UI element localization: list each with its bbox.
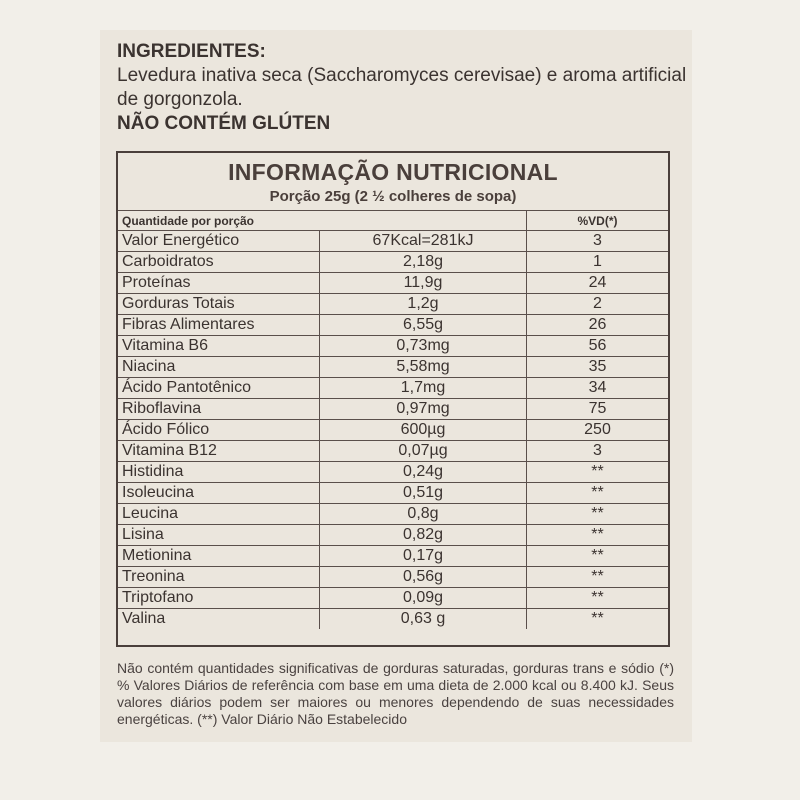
nutrient-name: Proteínas	[118, 273, 320, 294]
ingredients-title: INGREDIENTES:	[117, 41, 266, 62]
nutrient-name: Riboflavina	[118, 399, 320, 420]
nutrient-amount: 0,07µg	[320, 441, 527, 462]
nutrient-amount: 0,56g	[320, 567, 527, 588]
nutrient-name: Vitamina B12	[118, 441, 320, 462]
nutrient-amount: 0,63 g	[320, 609, 527, 630]
nutrient-amount: 6,55g	[320, 315, 527, 336]
table-row	[118, 252, 668, 273]
table-row	[118, 504, 668, 525]
nutrient-amount: 67Kcal=281kJ	[320, 231, 527, 252]
table-row	[118, 462, 668, 483]
nutrient-vd: 1	[527, 252, 669, 273]
table-row	[118, 483, 668, 504]
nutrient-name: Triptofano	[118, 588, 320, 609]
nutrient-vd: 56	[527, 336, 669, 357]
nutrient-amount: 600µg	[320, 420, 527, 441]
nutrient-vd: **	[527, 588, 669, 609]
table-row	[118, 420, 668, 441]
nutrient-amount: 0,73mg	[320, 336, 527, 357]
footnote: Não contém quantidades significativas de gorduras saturadas, gorduras trans e sódio (*) % Valores Diários de referência com base em uma dieta de 2.000 kcal ou 8.400 kJ. Seus valores diários podem ser maiores ou menores dependendo de suas necessidades energéticas. (**) Valor Diário Não Estabelecido	[117, 660, 674, 727]
ingredients-section	[117, 40, 697, 136]
table-row	[118, 567, 668, 588]
nutrient-name: Ácido Fólico	[118, 420, 320, 441]
table-row	[118, 315, 668, 336]
nutrient-vd: 75	[527, 399, 669, 420]
nutrient-amount: 0,24g	[320, 462, 527, 483]
nutrient-amount: 1,2g	[320, 294, 527, 315]
nutrient-vd: 2	[527, 294, 669, 315]
table-row	[118, 336, 668, 357]
table-row	[118, 273, 668, 294]
header-quantity: Quantidade por porção	[118, 211, 320, 231]
table-row	[118, 525, 668, 546]
gluten-notice: NÃO CONTÉM GLÚTEN	[117, 113, 331, 134]
nutrient-name: Leucina	[118, 504, 320, 525]
nutrient-vd: 26	[527, 315, 669, 336]
nutrient-amount: 0,09g	[320, 588, 527, 609]
nutrient-vd: **	[527, 567, 669, 588]
nutrient-vd: **	[527, 609, 669, 630]
nutrient-name: Niacina	[118, 357, 320, 378]
nutrient-name: Ácido Pantotênico	[118, 378, 320, 399]
nutrient-name: Vitamina B6	[118, 336, 320, 357]
nutrient-vd: 24	[527, 273, 669, 294]
nutrient-vd: 3	[527, 441, 669, 462]
nutrient-name: Histidina	[118, 462, 320, 483]
nutrient-amount: 5,58mg	[320, 357, 527, 378]
nutrient-amount: 1,7mg	[320, 378, 527, 399]
nutrient-vd: 35	[527, 357, 669, 378]
nutrition-grid	[118, 210, 668, 629]
table-row	[118, 588, 668, 609]
table-row	[118, 609, 668, 630]
nutrient-amount: 11,9g	[320, 273, 527, 294]
table-row	[118, 378, 668, 399]
nutrient-name: Gorduras Totais	[118, 294, 320, 315]
table-row	[118, 357, 668, 378]
nutrient-name: Lisina	[118, 525, 320, 546]
nutrient-name: Metionina	[118, 546, 320, 567]
table-row	[118, 546, 668, 567]
nutrient-vd: 250	[527, 420, 669, 441]
nutrient-name: Valina	[118, 609, 320, 630]
header-vd: %VD(*)	[527, 211, 669, 231]
nutrient-vd: **	[527, 462, 669, 483]
header-amount-blank	[320, 211, 527, 231]
nutrient-amount: 0,97mg	[320, 399, 527, 420]
nutrient-amount: 0,51g	[320, 483, 527, 504]
nutrient-amount: 2,18g	[320, 252, 527, 273]
nutrient-vd: **	[527, 546, 669, 567]
nutrient-vd: **	[527, 483, 669, 504]
table-row	[118, 231, 668, 252]
nutrient-amount: 0,82g	[320, 525, 527, 546]
nutrient-amount: 0,17g	[320, 546, 527, 567]
nutrition-title: INFORMAÇÃO NUTRICIONAL	[228, 159, 558, 185]
nutrient-name: Isoleucina	[118, 483, 320, 504]
nutrient-vd: **	[527, 504, 669, 525]
table-row	[118, 294, 668, 315]
nutrient-vd: **	[527, 525, 669, 546]
nutrient-name: Valor Energético	[118, 231, 320, 252]
portion-size: Porção 25g (2 ½ colheres de sopa)	[269, 188, 517, 205]
ingredients-text: Levedura inativa seca (Saccharomyces cerevisae) e aroma artificial de gorgonzola.	[117, 65, 687, 110]
table-row	[118, 399, 668, 420]
nutrient-vd: 34	[527, 378, 669, 399]
nutrient-vd: 3	[527, 231, 669, 252]
nutrient-name: Carboidratos	[118, 252, 320, 273]
nutrient-name: Fibras Alimentares	[118, 315, 320, 336]
table-row	[118, 441, 668, 462]
nutrition-table	[116, 151, 670, 647]
nutrient-name: Treonina	[118, 567, 320, 588]
nutrient-amount: 0,8g	[320, 504, 527, 525]
table-header-row	[118, 211, 668, 231]
